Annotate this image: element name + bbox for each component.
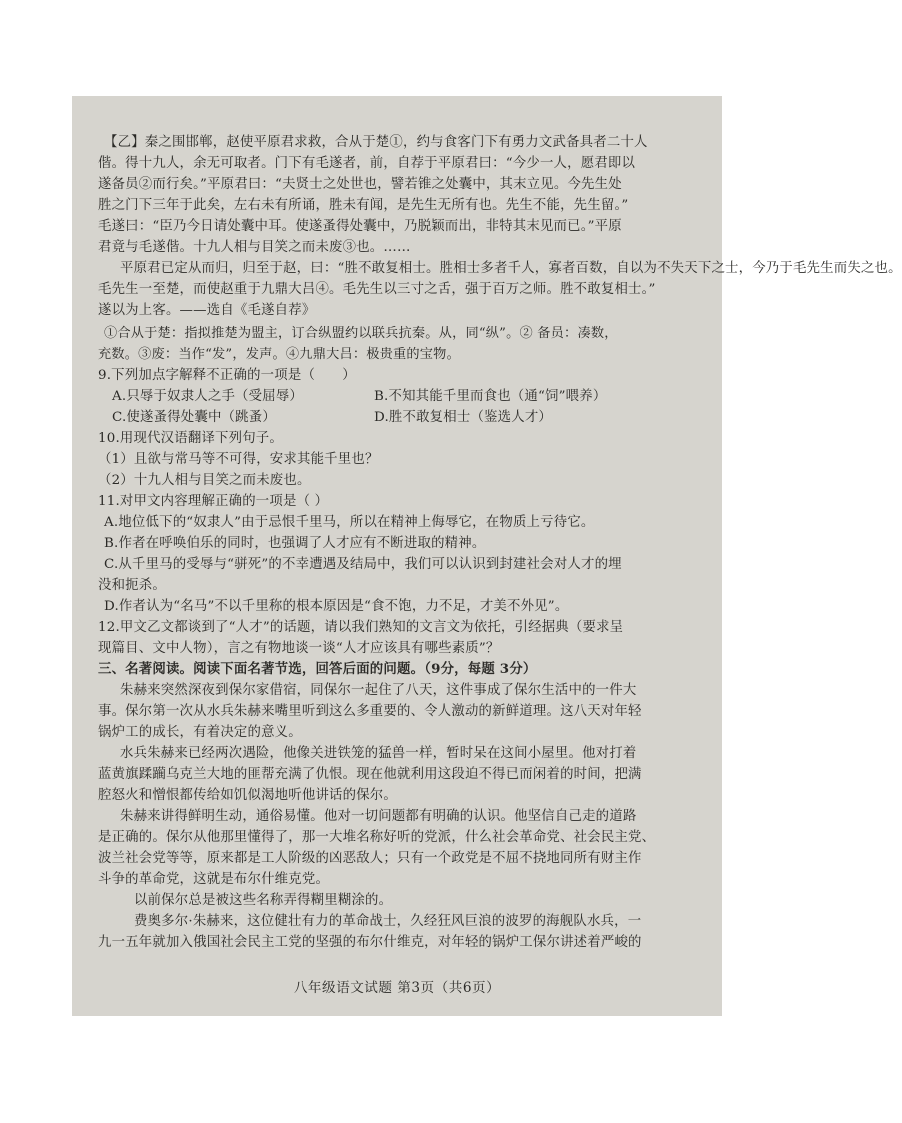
translate-sentence-2: （2）十九人相与目笑之而未废也。 (98, 473, 311, 488)
novel-excerpt (98, 680, 704, 953)
page-content (98, 132, 902, 953)
passage-line: 【乙】秦之围邯郸，赵使平原君求救，合从于楚①，约与食客门下有勇力文武备具者二十人 (104, 135, 648, 150)
note-line: 充数。③废：当作“发”，发声。④九鼎大吕：极贵重的宝物。 (98, 347, 460, 362)
excerpt-line: 锅炉工的成长，有着决定的意义。 (98, 725, 302, 740)
question-9 (98, 365, 704, 428)
question-12 (98, 617, 704, 659)
passage-line: 毛先生一至楚，而使赵重于九鼎大吕④。毛先生以三寸之舌，强于百万之师。胜不敢复相士。” (98, 282, 656, 297)
question-stem: 12.甲文乙文都谈到了“人才”的话题，请以我们熟知的文言文为依托，引经据典（要求呈 (98, 620, 624, 635)
question-stem: 10.用现代汉语翻译下列句子。 (98, 431, 283, 446)
option-a: A.只辱于奴隶人之手（受屈辱） (112, 389, 304, 404)
question-11 (98, 491, 704, 617)
excerpt-line: 蓝黄旗蹂躏乌克兰大地的匪帮充满了仇恨。现在他就利用这段迫不得已而闲着的时间，把满 (98, 767, 642, 782)
option-b: B.作者在呼唤伯乐的同时，也强调了人才应有不断进取的精神。 (104, 536, 486, 551)
excerpt-line: 事。保尔第一次从水兵朱赫来嘴里听到这么多重要的、令人激动的新鲜道理。这八天对年轻 (98, 704, 642, 719)
page-footer: 八年级语文试题 第3页（共6页） (293, 980, 501, 996)
excerpt-line: 朱赫来讲得鲜明生动，通俗易懂。他对一切问题都有明确的认识。他坚信自己走的道路 (120, 809, 637, 824)
option-b: B.不知其能千里而食也（通“饲”喂养） (374, 389, 607, 404)
excerpt-line: 以前保尔总是被这些名称弄得糊里糊涂的。 (134, 893, 393, 908)
note-line: ①合从于楚：指拟推楚为盟主，订合纵盟约以联兵抗秦。从，同“纵”。② 备员：凑数， (104, 326, 618, 341)
passage-line: 偕。得十九人，余无可取者。门下有毛遂者，前，自荐于平原君曰：“今少一人，愿君即以 (98, 156, 636, 171)
question-stem-continued: 现篇目、文中人物），言之有物地谈一谈“人才应该具有哪些素质”？ (98, 641, 500, 656)
option-c-continued: 没和扼杀。 (98, 578, 166, 593)
option-c: C.从千里马的受辱与“骈死”的不幸遭遇及结局中，我们可以认识到封建社会对人才的埋 (104, 557, 622, 572)
annotation-notes (98, 323, 704, 365)
translate-sentence-1: （1）且欲与常马等不可得，安求其能千里也？ (98, 452, 379, 467)
excerpt-line: 水兵朱赫来已经两次遇险，他像关进铁笼的猛兽一样，暂时呆在这间小屋里。他对打着 (120, 746, 637, 761)
question-stem: 11.对甲文内容理解正确的一项是（ ） (98, 494, 329, 509)
yi-passage (98, 132, 704, 258)
passage-line: 君竟与毛遂偕。十九人相与目笑之而未废③也。…… (98, 240, 411, 255)
option-a: A.地位低下的“奴隶人”由于忌恨千里马，所以在精神上侮辱它，在物质上亏待它。 (104, 515, 595, 530)
question-stem: 9.下列加点字解释不正确的一项是（ ） (98, 368, 356, 383)
excerpt-line: 朱赫来突然深夜到保尔家借宿，同保尔一起住了八天，这件事成了保尔生活中的一件大 (120, 683, 637, 698)
excerpt-line: 是正确的。保尔从他那里懂得了，那一大堆名称好听的党派，什么社会革命党、社会民主党、 (98, 830, 656, 845)
excerpt-line: 腔怒火和憎恨都传给如饥似渴地听他讲话的保尔。 (98, 788, 397, 803)
passage-line: 遂备员②而行矣。”平原君曰：“夫贤士之处世也，譬若锥之处囊中，其末立见。今先生处 (98, 177, 622, 192)
exam-page (72, 96, 902, 1016)
excerpt-line: 斗争的革命党，这就是布尔什维克党。 (98, 872, 330, 887)
section-3-title: 三、名著阅读。阅读下面名著节选，回答后面的问题。（9分，每题 3分） (98, 661, 537, 677)
passage-line: 平原君已定从而归，归至于赵，曰：“胜不敢复相士。胜相士多者千人，寡者百数，自以为不失天下之士，今乃于毛先生而失之也。 (120, 261, 902, 276)
passage-line: 遂以为上客。——选自《毛遂自荐》 (98, 303, 316, 318)
passage-line: 毛遂曰：“臣乃今日请处囊中耳。使遂蚤得处囊中，乃脱颖而出，非特其末见而已。”平原 (98, 219, 622, 234)
option-d: D.作者认为“名马”不以千里称的根本原因是“食不饱，力不足，才美不外见”。 (104, 599, 569, 614)
option-d: D.胜不敢复相士（鉴选人才） (374, 410, 553, 425)
excerpt-line: 波兰社会党等等，原来都是工人阶级的凶恶敌人；只有一个政党是不屈不挠地同所有财主作 (98, 851, 642, 866)
passage-line: 胜之门下三年于此矣，左右未有所诵，胜未有闻，是先生无所有也。先生不能，先生留。” (98, 198, 629, 213)
excerpt-line: 九一五年就加入俄国社会民主工党的坚强的布尔什维克，对年轻的锅炉工保尔讲述着严峻的 (98, 935, 642, 950)
yi-passage-2 (98, 258, 902, 321)
question-10 (98, 428, 704, 491)
excerpt-line: 费奥多尔·朱赫来，这位健壮有力的革命战士，久经狂风巨浪的波罗的海舰队水兵，一 (134, 914, 642, 929)
option-c: C.使遂蚤得处囊中（跳蚤） (112, 410, 276, 425)
